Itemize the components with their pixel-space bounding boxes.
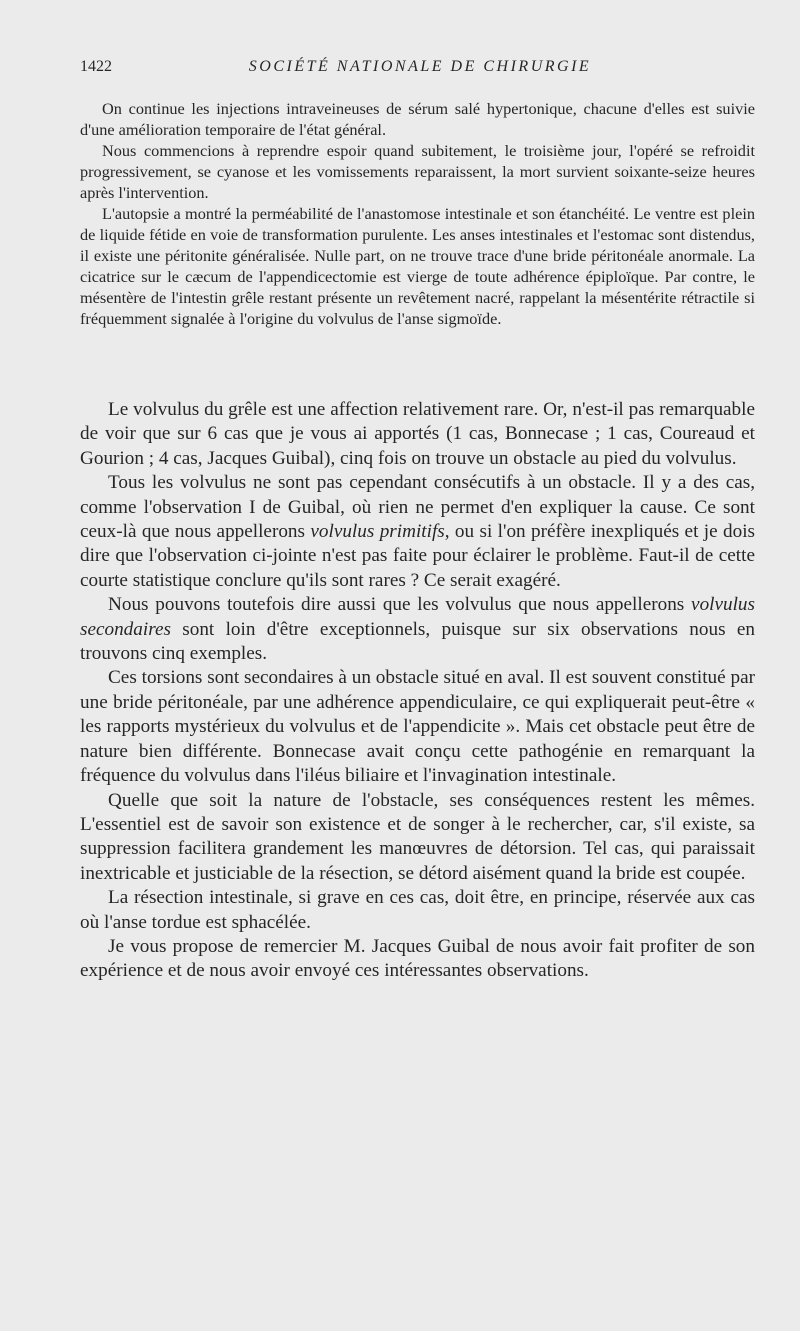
running-title: SOCIÉTÉ NATIONALE DE CHIRURGIE — [248, 58, 592, 75]
page-header — [80, 58, 760, 82]
italic-term: volvulus primitifs — [310, 521, 445, 543]
discussion-paragraph: Quelle que soit la nature de l'obstacle, ses conséquences restent les mêmes. L'essentiel est de savoir son existence et de songer à le rechercher, car, s'il existe, sa suppression facilitera grandement les manœuvres de détorsion. Tel cas, qui paraissait inextricable et justiciable de la résection, se détord aisément quand la bride est coupée. — [80, 789, 755, 884]
case-report-paragraph: On continue les injections intraveineuses de sérum salé hypertonique, chacune d'elles est suivie d'une amélioration temporaire de l'état général. — [80, 99, 755, 139]
discussion-paragraph: Le volvulus du grêle est une affection relativement rare. Or, n'est-il pas remarquable de voir que sur 6 cas que je vous ai apportés (1 cas, Bonnecase ; 1 cas, Coureaud et Gourion ; 4 cas, Jacques Guibal), cinq fois on trouve un obstacle au pied du volvulus. — [80, 399, 755, 469]
discussion-text — [80, 398, 755, 984]
text-run: Tous les volvulus ne sont pas cependant consécutifs à un obstacle. Il y a des cas, comme l'observation I de Guibal, où rien ne permet d'en expliquer la cause. Ce sont ceux-là que nous appellerons — [80, 472, 755, 543]
case-report-paragraph: Nous commencions à reprendre espoir quand subitement, le troisième jour, l'opéré se refroidit progressivement, se cyanose et les vomissements reparaissent, la mort survient soixante-seize heures après l'intervention. — [80, 141, 755, 202]
case-report-paragraph: L'autopsie a montré la perméabilité de l'anastomose intestinale et son étanchéité. Le ventre est plein de liquide fétide en voie de transformation purulente. Les anses intestinales et l'estomac sont distendus, il existe une péritonite généralisée. Nulle part, on ne trouve trace d'une bride péritonéale anormale. La cicatrice sur le cæcum de l'appendicectomie est vierge de toute adhérence épiploïque. Par contre, le mésentère de l'intestin grêle restant présente un revêtement nacré, rappelant la mésentérite rétractile si fréquemment signalée à l'origine du volvulus de l'anse sigmoïde. — [80, 204, 755, 328]
discussion-paragraph: La résection intestinale, si grave en ces cas, doit être, en principe, réservée aux cas où l'anse tordue est sphacélée. — [80, 887, 755, 933]
discussion-paragraph: Ces torsions sont secondaires à un obstacle situé en aval. Il est souvent constitué par une bride péritonéale, par une adhérence appendiculaire, ce qui expliquerait peut-être « les rapports mystérieux du volvulus et de l'appendicite ». Mais cet obstacle peut être de nature bien différente. Bonnecase avait conçu cette pathogénie en remarquant la fréquence du volvulus dans l'iléus biliaire et l'invagination intestinale. — [80, 667, 755, 787]
text-run: , ou si l'on préfère inexpliqués et je dois dire que l'observation ci-jointe n'est pas faite pour éclairer le problème. Faut-il de cette courte statistique conclure qu'ils sont rares ? Ce serait exagéré. — [80, 521, 755, 591]
discussion-paragraph — [80, 593, 755, 666]
discussion-paragraph — [80, 471, 755, 593]
page-number: 1422 — [80, 58, 112, 75]
italic-term: volvulus secondaires — [80, 594, 755, 640]
case-report-text — [80, 98, 755, 329]
text-run: Nous pouvons toutefois dire aussi que les volvulus que nous appellerons — [108, 594, 692, 616]
discussion-paragraph: Je vous propose de remercier M. Jacques Guibal de nous avoir fait profiter de son expérience et de nous avoir envoyé ces intéressantes observations. — [80, 935, 755, 982]
text-run: sont loin d'être exceptionnels, puisque sur six observations nous en trouvons cinq exemples. — [80, 618, 755, 665]
